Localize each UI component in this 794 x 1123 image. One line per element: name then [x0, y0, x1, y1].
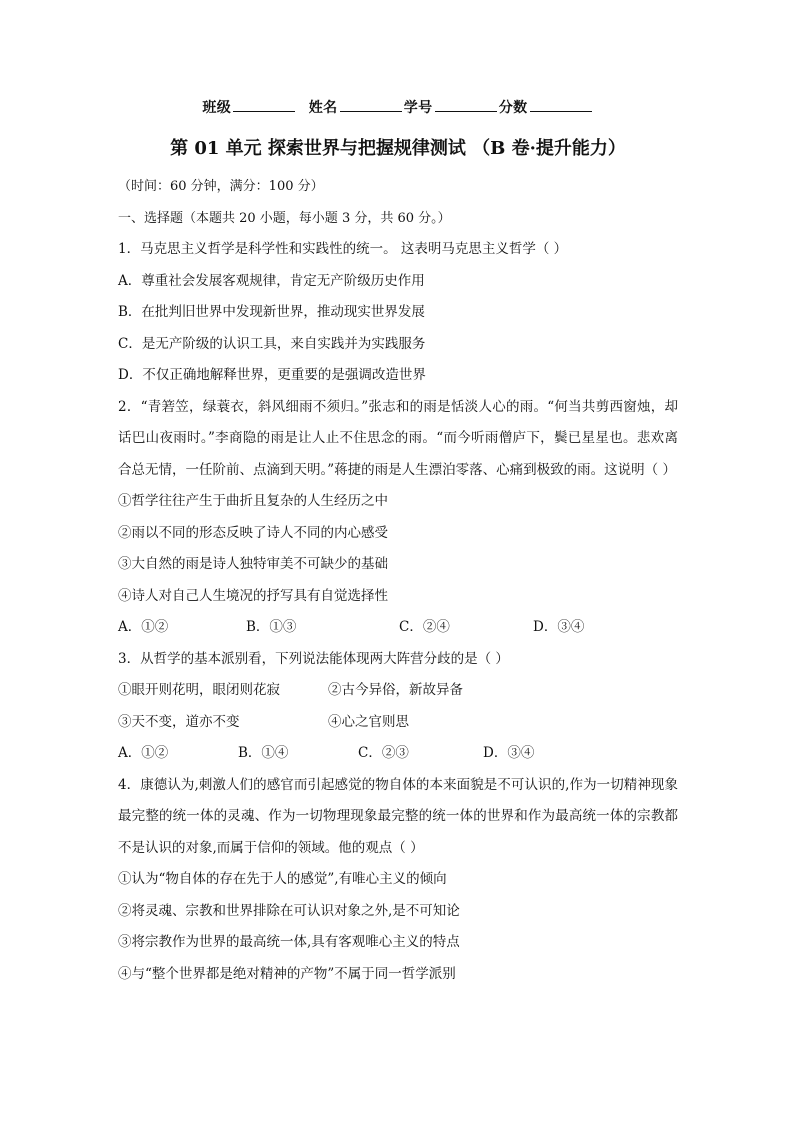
choice-c: C．②④ [399, 619, 450, 635]
statement-4: ④与“整个世界都是绝对精神的产物”不属于同一哲学派别 [118, 965, 456, 982]
statement-1: ①哲学往往产生于曲折且复杂的人生经历之中 [118, 493, 388, 509]
exam-title: 第 01 单元 探索世界与把握规律测试 （B 卷·提升能力） [170, 138, 626, 159]
question-1 [118, 234, 678, 392]
name-blank[interactable] [340, 97, 402, 112]
option-d: D．不仅正确地解释世界，更重要的是强调改造世界 [118, 367, 426, 383]
question-stem: 1．马克思主义哲学是科学性和实践性的统一。 这表明马克思主义哲学（ ） [118, 241, 568, 257]
question-stem: 4．康德认为,刺激人们的感官而引起感觉的物自体的本来面貌是不可认识的,作为一切精神现象最完整的统一体的灵魂、作为一切物理现象最完整的统一体的世界和作为最高统一体的宗教都不是认识的对象,而属于信仰的领域。他的观点（ ） [118, 776, 678, 856]
id-label: 学号 [403, 100, 433, 116]
statement-4: ④心之官则思 [328, 713, 409, 730]
statement-3: ③大自然的雨是诗人独特审美不可缺少的基础 [118, 556, 388, 572]
answer-choices [118, 612, 678, 644]
exam-page [118, 96, 678, 990]
question-stem: 3．从哲学的基本派别看，下列说法能体现两大阵营分歧的是（ ） [118, 650, 509, 667]
statement-row [118, 707, 678, 739]
statement-4: ④诗人对自己人生境况的抒写具有自觉选择性 [118, 587, 388, 604]
score-label: 分数 [498, 100, 528, 116]
choice-a: A．①② [118, 619, 169, 635]
score-blank[interactable] [530, 97, 592, 112]
student-info-line [118, 96, 678, 120]
choice-c: C．②③ [358, 745, 409, 761]
question-3 [118, 644, 678, 770]
choice-b: B．①③ [246, 619, 297, 635]
choice-b: B．①④ [238, 745, 289, 761]
exam-time-info: （时间：60 分钟，满分：100 分） [118, 179, 324, 194]
statement-2: ②将灵魂、宗教和世界排除在可认识对象之外,是不可知论 [118, 902, 460, 919]
option-c: C．是无产阶级的认识工具，来自实践并为实践服务 [118, 335, 426, 352]
question-2 [118, 392, 678, 644]
answer-choices [118, 738, 678, 770]
class-label: 班级 [202, 100, 232, 116]
class-blank[interactable] [233, 97, 295, 112]
option-a: A．尊重社会发展客观规律，肯定无产阶级历史作用 [118, 272, 425, 289]
name-label: 姓名 [308, 100, 338, 116]
choice-a: A．①② [118, 745, 169, 761]
statement-1: ①认为“物自体的存在先于人的感觉”,有唯心主义的倾向 [118, 871, 447, 887]
statement-2: ②雨以不同的形态反映了诗人不同的内心感受 [118, 524, 388, 541]
id-blank[interactable] [435, 97, 497, 112]
choice-d: D．③④ [483, 745, 535, 761]
choice-d: D．③④ [533, 619, 585, 635]
statement-3: ③将宗教作为世界的最高统一体,具有客观唯心主义的特点 [118, 934, 460, 950]
question-stem: 2．“青箬笠，绿蓑衣，斜风细雨不须归。”张志和的雨是恬淡人心的雨。“何当共剪西窗烛，却话巴山夜雨时。”李商隐的雨是让人止不住思念的雨。“而今听雨僧庐下，鬓已星星也。悲欢离合总无情，一任阶前、点滴到天明。”蒋捷的雨是人生漂泊零落、心痛到极致的雨。这说明（ ） [118, 398, 678, 478]
statement-3: ③天不变，道亦不变 [118, 713, 240, 730]
statement-2: ②古今异俗，新故异备 [328, 682, 463, 698]
option-b: B．在批判旧世界中发现新世界，推动现实世界发展 [118, 304, 425, 320]
question-4 [118, 770, 678, 991]
section-heading: 一、选择题（本题共 20 小题，每小题 3 分，共 60 分。） [118, 211, 451, 226]
statement-1: ①眼开则花明，眼闭则花寂 [118, 682, 280, 698]
statement-row [118, 675, 678, 707]
